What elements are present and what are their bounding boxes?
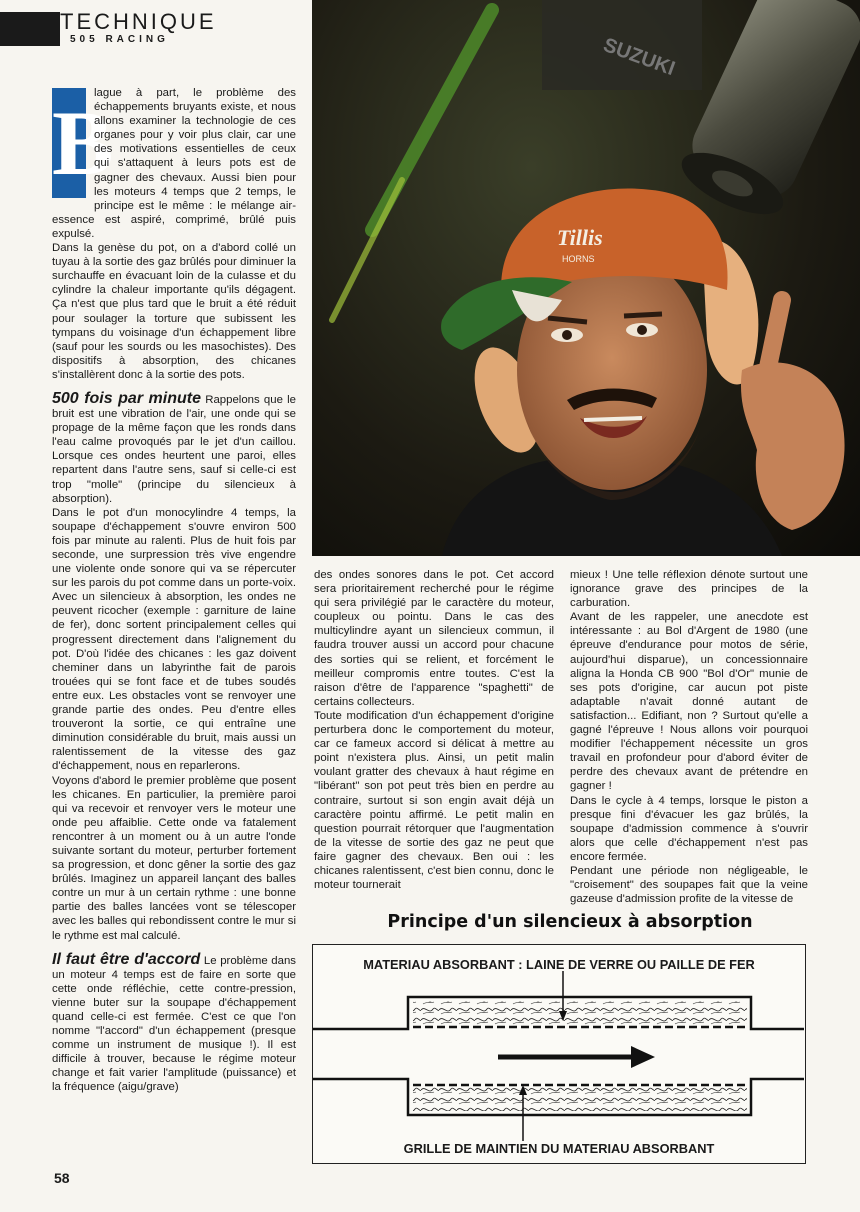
diagram-title: Principe d'un silencieux à absorption xyxy=(387,912,753,932)
paragraph: Avant de les rappeler, une anecdote est intéressante : au Bol d'Argent de 1980 (une épreuve d'endurance pour motos de série, aujourd'hui disparue), un concessionnaire aligna la Honda CB 900 "Bol d'Or" munie de ses pots d'origine, car aucun pot piste adaptable n'avait donné autant de satisfaction... Edifiant, non ? Surtout qu'elle a gagné l'épreuve ! Nous allons voir pourquoi modifier l'échappement nécessite un gros travail en profondeur pour d'abord éviter de perdre des chevaux avant de prétendre en gagner ! xyxy=(570,611,808,793)
section-subtitle: 505 RACING xyxy=(70,34,169,45)
absorbent-top xyxy=(413,1001,747,1025)
article-column-2 xyxy=(314,568,554,892)
header-bar xyxy=(0,12,60,46)
svg-text:HORNS: HORNS xyxy=(562,254,595,264)
paragraph xyxy=(52,950,296,1095)
article-photo xyxy=(312,0,860,556)
article-column-1 xyxy=(52,86,296,1095)
svg-text:Tillis: Tillis xyxy=(557,225,603,250)
paragraph: Dans la genèse du pot, on a d'abord collé un tuyau à la sortie des gaz brûlés pour diminuer la surchauffe en évacuant loin de la culasse et du cylindre la chaleur importante qu'ils dégagent. Ça n'est que plus tard que le bruit a été réduit pour soulager la torture que subissent les tympans du voisinage d'un échappement libre (sauf pour les sourds ou les masochistes). Des dispositifs à absorption, des chicanes s'installèrent donc à la sortie des pots. xyxy=(52,242,296,381)
diagram-label-absorbent: MATERIAU ABSORBANT : LAINE DE VERRE OU PAILLE DE FER xyxy=(363,957,755,972)
diagram-frame xyxy=(312,944,806,1164)
svg-text:SUZUKI: SUZUKI xyxy=(600,34,678,81)
paragraph-text: Le problème dans un moteur 4 temps est de faire en sorte que cette onde réfléchie, cette contre-pression, vienne buter sur la soupape d'échappement quand celle-ci est fermée. C'est ce que l'on nomme "l'accord" d'un échappement (presque comme un instrument de musique !). Il est difficile à trouver, because le régime moteur change et fait varier l'amplitude (puissance) et la fréquence (aigu/grave) xyxy=(52,954,296,1094)
silencer-diagram xyxy=(313,945,804,1162)
section-title: TECHNIQUE xyxy=(60,9,217,34)
paragraph xyxy=(52,389,296,506)
paragraph: Toute modification d'un échappement d'origine perturbera donc le comportement du moteur, car ce fameux accord si délicat à mettre au point n'existera plus. Ainsi, un petit malin voulant gratter des chevaux à haut régime en "libérant" son pot peut très bien en perdre au contraire, surtout si son engin avait déjà un caractère pointu affirmé. Le petit malin en question pourrait rétorquer que l'augmentation de la vitesse de sortie des gaz ne peut que faire gagner des chevaux. Ben oui : les chicanes ralentissent, c'est bien connu, donc le moteur tournerait xyxy=(314,709,554,892)
paragraph: Dans le cycle à 4 temps, lorsque le piston a presque fini d'évacuer les gaz brûlés, la soupape d'admission commence à s'ouvrir alors que celle d'échappement n'est pas encore fermée. xyxy=(570,794,808,863)
paragraph: Voyons d'abord le premier problème que posent les chicanes. En particulier, la première paroi qui va recevoir et renvoyer vers le moteur une onde peu affaiblie. Cette onde va fatalement rencontrer à un moment ou à un autre l'onde suivante sortant du moteur, perturber fortement sa progression, et donc gêner la sortie des gaz brûlés. Imaginez un appareil lançant des balles contre un mur à un certain rythme : une bonne partie des balles lancées vont se télescoper avec les balles qui rebondissent contre le mur si le rythme est mal calculé. xyxy=(52,774,296,942)
page-number: 58 xyxy=(54,1170,70,1186)
diagram-label-grille: GRILLE DE MAINTIEN DU MATERIAU ABSORBANT xyxy=(403,1141,715,1156)
paragraph: Pendant une période non négligeable, le "croisement" des soupapes fait que la veine gazeuse d'admission profite de la vitesse de xyxy=(570,864,808,906)
subheading: Il faut être d'accord xyxy=(52,950,201,968)
paragraph: des ondes sonores dans le pot. Cet accord sera prioritairement recherché pour le régime qui sera privilégié par le caractère du moteur, coupleux ou pointu. Dans le cas des multicylindre ayant un silencieux commun, il faudra trouver aussi un accord pour chacune des sorties qui se relient, et forcément le meilleur compromis entre toutes. C'est la raison d'être de l'apparence "spaghetti" de certains collecteurs. xyxy=(314,569,554,708)
paragraph: Dans le pot d'un monocylindre 4 temps, la soupape d'échappement s'ouvre environ 500 fois par minute au ralenti. Plus de huit fois par seconde, une surpression très vive engendre une violente onde sonore qui va se répercuter sur les parois du pot comme dans un porte-voix. Avec un silencieux à absorption, les ondes ne peuvent ricocher (exemple : garniture de laine de fer), donc sortent principalement celles qui progressent directement dans l'alignement du pot. D'où l'idée des chicanes : les gaz doivent cheminer dans un labyrinthe fait de parois trouées qui se font face et de tubes soudés entre eux. Les obstacles vont se renvoyer une grande partie des ondes. Peu d'entre elles trouveront la sortie, ce qui entraîne une diminution considérable du bruit, mais aussi un ralentissement de la vitesse des gaz d'échappement, nous en reparlerons. xyxy=(52,506,296,773)
absorbent-bottom xyxy=(413,1087,747,1111)
paragraph: mieux ! Une telle réflexion dénote surtout une ignorance grave des principes de la carburation. xyxy=(570,569,808,610)
paragraph-text: Rappelons que le bruit est une vibration de l'air, une onde qui se propage de la même façon que les ronds dans l'eau calme provoqués par le jet d'un caillou. Lorsque ces ondes heurtent une paroi, elles repartent dans l'autre sens, sauf si celle-ci est trop "molle" (principe du silencieux à absorption). xyxy=(52,393,296,505)
paragraph: lague à part, le problème des échappements bruyants existe, et nous allons examiner la technologie de ces organes pour y voir plus clair, car une des motivations essentielles de ceux qui s'attaquent à leurs pots est de gagner des chevaux. Aussi bien pour les moteurs 4 temps que 2 temps, le principe est le même : le mélange air-essence est aspiré, comprimé, brûlé puis expulsé. xyxy=(52,87,296,240)
drop-cap: B xyxy=(52,88,86,198)
subheading: 500 fois par minute xyxy=(52,389,201,407)
article-column-3 xyxy=(570,568,808,906)
photo-illustration xyxy=(312,0,860,556)
